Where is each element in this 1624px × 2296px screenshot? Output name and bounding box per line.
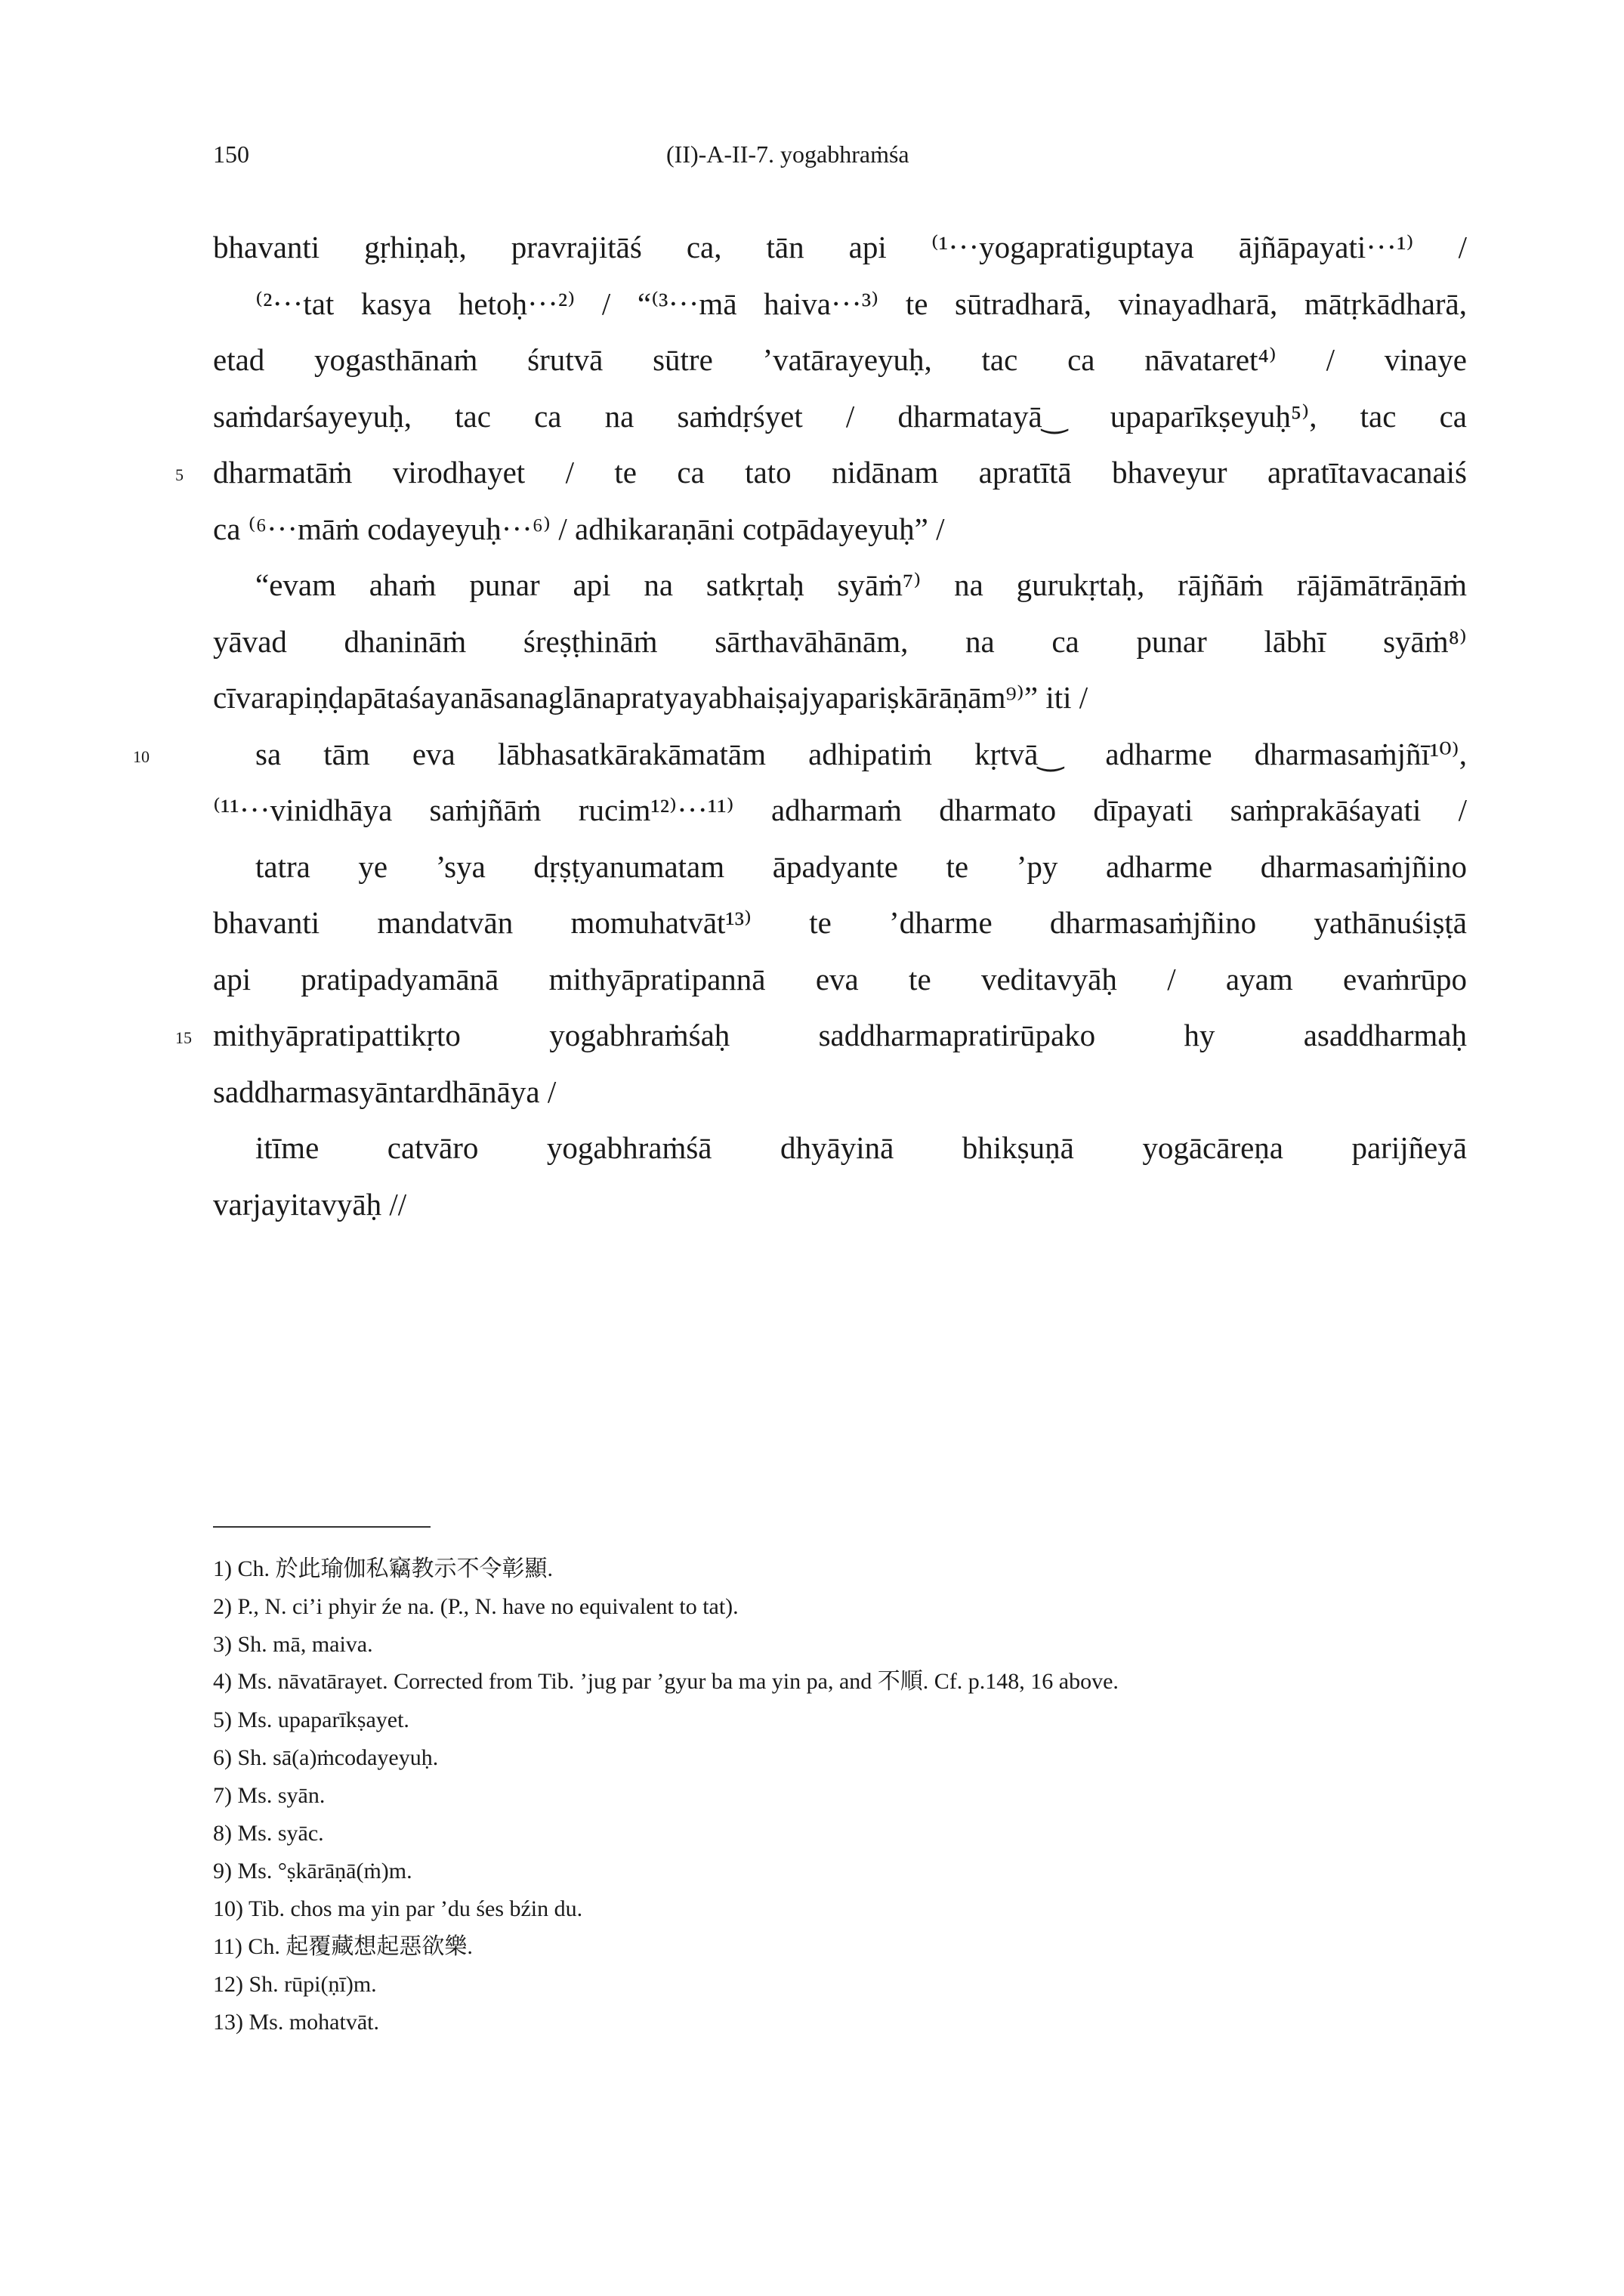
footnote: 9) Ms. °ṣkārāṇā(ṁ)m. xyxy=(213,1859,412,1883)
footnote: 2) P., N. ci’i phyir źe na. (P., N. have no equivalent to tat). xyxy=(213,1594,739,1619)
footnote: 12) Sh. rūpi(ṇī)m. xyxy=(213,1972,377,1997)
text-line: ca ⁽⁶···māṁ codayeyuḥ···⁶⁾ / adhikaraṇāni cotpādayeyuḥ” / xyxy=(213,511,945,546)
footnote-divider xyxy=(213,1526,431,1528)
line-number: 15 xyxy=(175,1028,192,1047)
footnote: 7) Ms. syān. xyxy=(213,1783,326,1808)
text-line: bhavanti gṛhiṇaḥ, pravrajitāś ca, tān api ⁽¹···yogapratiguptaya ājñāpayati···¹⁾ / xyxy=(213,230,1467,264)
text-line: bhavanti mandatvān momuhatvāt¹³⁾ te ’dharme dharmasaṁjñino yathānuśiṣṭā xyxy=(213,905,1467,940)
text-line: etad yogasthānaṁ śrutvā sūtre ’vatārayeyuḥ, tac ca nāvataret⁴⁾ / vinaye xyxy=(213,342,1467,377)
text-line: “evam ahaṁ punar api na satkṛtaḥ syāṁ⁷⁾ na gurukṛtaḥ, rājñāṁ rājāmātrāṇāṁ xyxy=(255,567,1467,602)
footnote: 13) Ms. mohatvāt. xyxy=(213,2010,379,2035)
text-line: 10 sa tām eva lābhasatkārakāmatām adhipatiṁ kṛtvā‿ adharme dharmasaṁjñī¹⁰⁾, xyxy=(213,726,1467,783)
running-title: (II)-A-II-7. yogabhraṁśa xyxy=(666,141,909,168)
text-line: yāvad dhanināṁ śreṣṭhināṁ sārthavāhānām, na ca punar lābhī syāṁ⁸⁾ xyxy=(213,623,1467,659)
footnote: 11) Ch. 起覆藏想起惡欲樂. xyxy=(213,1934,473,1959)
footnote: 4) Ms. nāvatārayet. Corrected from Tib. ’jug par ’gyur ba ma yin pa, and 不順. Cf. p.148, 16 above. xyxy=(213,1669,1119,1694)
footnote: 8) Ms. syāc. xyxy=(213,1821,324,1846)
page-header xyxy=(213,141,1411,174)
text-line: cīvarapiṇḍapātaśayanāsanaglānapratyayabhaiṣajyapariṣkārāṇām⁹⁾” iti / xyxy=(213,680,1088,715)
line-number: 5 xyxy=(175,465,184,484)
footnote: 10) Tib. chos ma yin par ’du śes bźin du. xyxy=(213,1896,583,1921)
text-line: 15 mithyāpratipattikṛto yogabhraṁśaḥ saddharmapratirūpako hy asaddharmaḥ xyxy=(213,1007,1467,1064)
text-line: itīme catvāro yogabhraṁśā dhyāyinā bhikṣuṇā yogācāreṇa parijñeyā xyxy=(255,1130,1467,1165)
text-line: tatra ye ’sya dṛṣṭyanumatam āpadyante te ’py adharme dharmasaṁjñino xyxy=(255,848,1467,884)
footnote: 1) Ch. 於此瑜伽私竊教示不令彰顯. xyxy=(213,1556,553,1581)
footnote: 6) Sh. sā(a)ṁcodayeyuḥ. xyxy=(213,1745,439,1770)
text-line: 5 dharmatāṁ virodhayet / te ca tato nidānam apratītā bhaveyur apratītavacanaiś xyxy=(213,444,1467,501)
page-number: 150 xyxy=(213,141,249,168)
text-line: saddharmasyāntardhānāya / xyxy=(213,1074,557,1109)
text-line: ⁽¹¹···vinidhāya saṁjñāṁ rucim¹²⁾···¹¹⁾ adharmaṁ dharmato dīpayati saṁprakāśayati / xyxy=(213,793,1467,827)
text-line: api pratipadyamānā mithyāpratipannā eva te veditavyāḥ / ayam evaṁrūpo xyxy=(213,961,1467,997)
text-line: varjayitavyāḥ // xyxy=(213,1186,407,1222)
footnotes xyxy=(213,1550,1467,2041)
line-number: 10 xyxy=(133,746,150,766)
text-line: ⁽²···tat kasya hetoḥ···²⁾ / “⁽³···mā haiva···³⁾ te sūtradharā, vinayadharā, mātṛkādharā, xyxy=(255,286,1467,321)
text-line: saṁdarśayeyuḥ, tac ca na saṁdṛśyet / dharmatayā‿ upaparīkṣeyuḥ⁵⁾, tac ca xyxy=(213,398,1467,434)
footnote: 5) Ms. upaparīkṣayet. xyxy=(213,1707,409,1732)
main-text xyxy=(133,219,1467,1232)
footnote: 3) Sh. mā, maiva. xyxy=(213,1632,373,1657)
